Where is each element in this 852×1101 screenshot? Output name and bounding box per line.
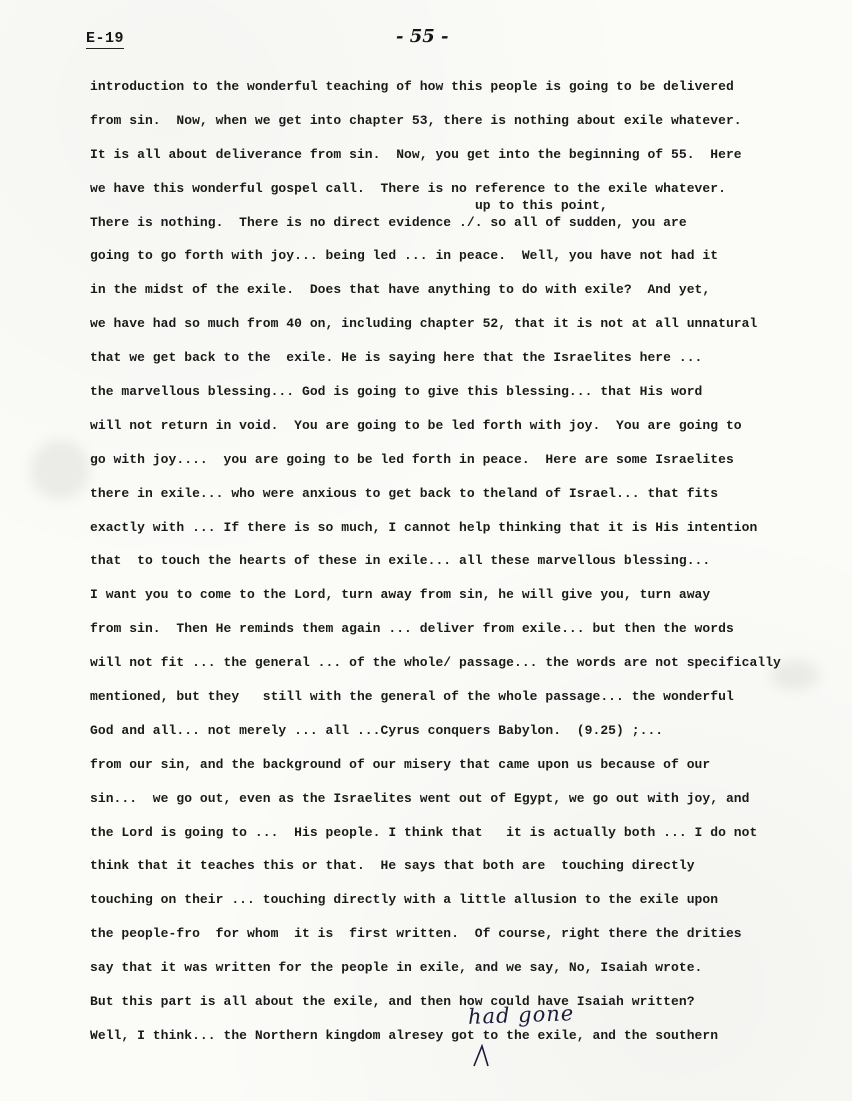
text-line: exactly with ... If there is so much, I cannot help thinking that it is His intention xyxy=(90,519,758,535)
text-line: mentioned, but they still with the general of the whole passage... the wonderful xyxy=(90,689,734,705)
text-line: think that it teaches this or that. He says that both are touching directly xyxy=(90,858,695,874)
text-line: going to go forth with joy... being led ... in peace. Well, you have not had it xyxy=(90,248,719,264)
text-line: from our sin, and the background of our misery that came upon us because of our xyxy=(90,756,711,772)
page-number: - 55 - xyxy=(396,26,449,47)
text-line: the people-fro for whom it is first written. Of course, right there the drities xyxy=(90,926,742,942)
text-line: touching on their ... touching directly with a little allusion to the exile upon xyxy=(90,892,719,908)
text-line: sin... we go out, even as the Israelites went out of Egypt, we go out with joy, and xyxy=(90,790,750,806)
text-line: It is all about deliverance from sin. Now, you get into the beginning of 55. Here xyxy=(90,146,742,162)
document-code: E-19 xyxy=(86,30,125,47)
text-line: I want you to come to the Lord, turn away from sin, he will give you, turn away xyxy=(90,587,711,603)
text-line: But this part is all about the exile, and then how could have Isaiah written? xyxy=(90,994,695,1010)
typed-insertion: up to this point, xyxy=(475,198,608,213)
text-line: we have this wonderful gospel call. There is no reference to the exile whatever. xyxy=(90,180,726,196)
text-line: there in exile... who were anxious to get back to theland of Israel... that fits xyxy=(90,485,719,501)
text-line: Well, I think... the Northern kingdom alresey got to the exile, and the southern xyxy=(90,1027,719,1043)
insertion-caret-mark xyxy=(468,1040,498,1070)
text-line: the marvellous blessing... God is going to give this blessing... that His word xyxy=(90,384,703,400)
text-line: that to touch the hearts of these in exile... all these marvellous blessing... xyxy=(90,553,711,569)
text-line: we have had so much from 40 on, including chapter 52, that it is not at all unnatural xyxy=(90,316,758,332)
text-line: in the midst of the exile. Does that have anything to do with exile? And yet, xyxy=(90,282,711,298)
body-text xyxy=(90,76,840,1059)
text-line: from sin. Then He reminds them again ... deliver from exile... but then the words xyxy=(90,621,734,637)
text-line: that we get back to the exile. He is saying here that the Israelites here ... xyxy=(90,350,703,366)
text-line: from sin. Now, when we get into chapter 53, there is nothing about exile whatever. xyxy=(90,112,742,128)
text-line: There is nothing. There is no direct evidence ./. so all of sudden, you are xyxy=(90,214,687,230)
text-line: say that it was written for the people in exile, and we say, No, Isaiah wrote. xyxy=(90,960,703,976)
handwritten-annotation: had gone xyxy=(467,1001,575,1029)
text-line: will not return in void. You are going to be led forth with joy. You are going to xyxy=(90,417,742,433)
text-line: go with joy.... you are going to be led forth in peace. Here are some Israelites xyxy=(90,451,734,467)
text-line: will not fit ... the general ... of the whole/ passage... the words are not specifically xyxy=(90,655,781,671)
text-line: introduction to the wonderful teaching of how this people is going to be delivered xyxy=(90,79,734,94)
text-line: God and all... not merely ... all ...Cyrus conquers Babylon. (9.25) ;... xyxy=(90,722,664,738)
text-line: the Lord is going to ... His people. I think that it is actually both ... I do not xyxy=(90,824,758,840)
scan-smudge xyxy=(30,440,90,500)
